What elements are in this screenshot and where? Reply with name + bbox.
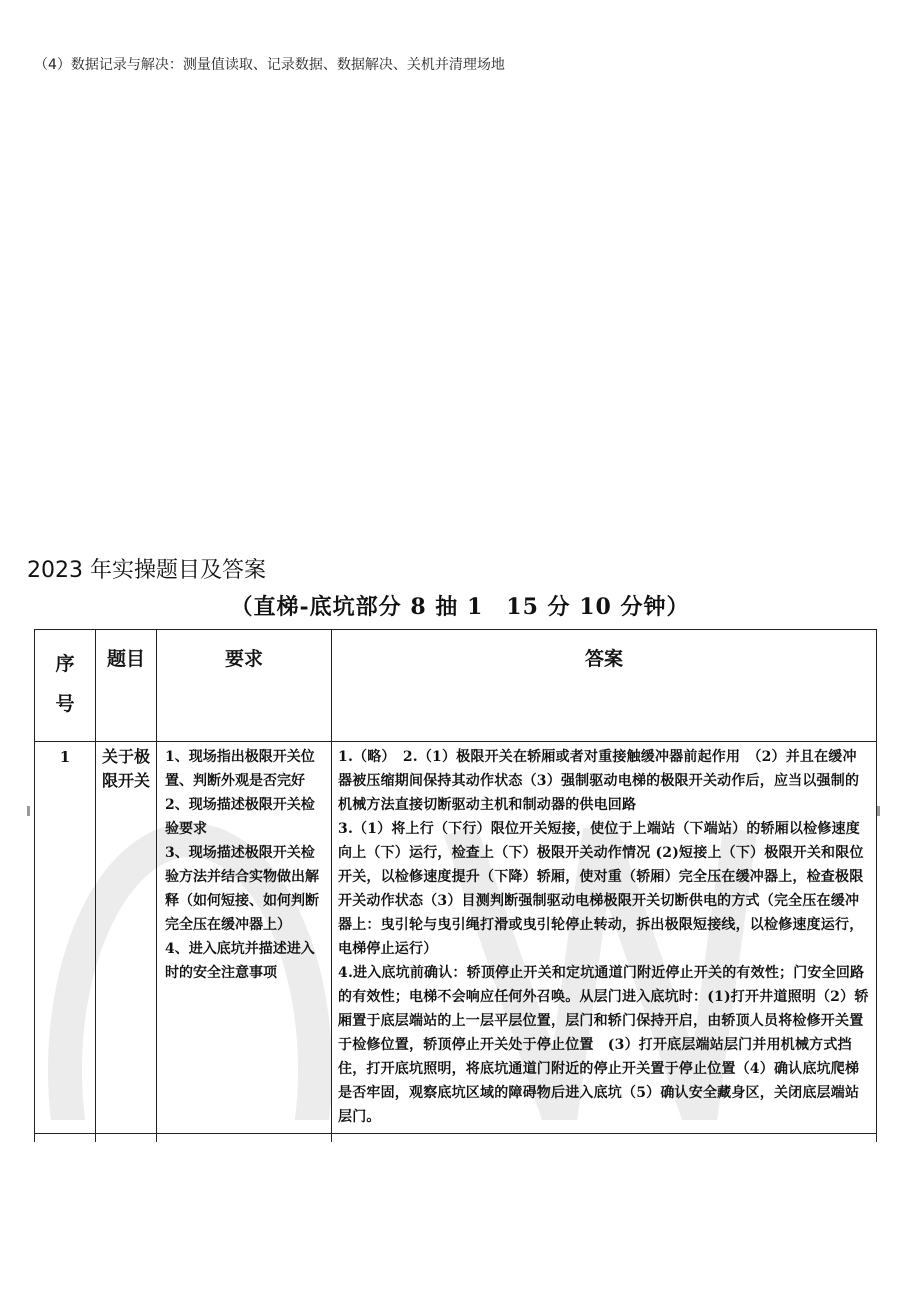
requirement-item: 1、现场指出极限开关位置、判断外观是否完好 [165,749,315,789]
cell-answers [332,742,877,1134]
header-topic: 题目 [96,630,157,742]
cell-requirements [157,742,332,1134]
requirement-item: 4、进入底坑并描述进入时的安全注意事项 [165,941,315,981]
exam-table [34,629,877,1142]
requirement-item: 3、现场描述极限开关检验方法并结合实物做出解释（如何短接、如何判断完全压在缓冲器上） [165,845,319,933]
header-answer: 答案 [332,630,877,742]
cutoff-cell [332,1134,877,1143]
sub-title: （直梯-底坑部分 8 抽 1 15 分 10 分钟） [230,594,690,620]
table-row [35,742,877,1134]
answer-item: 4.进入底坑前确认：轿顶停止开关和定坑通道门附近停止开关的有效性；门安全回路的有效性；电梯不会响应任何外召唤。从层门进入底坑时：(1)打开井道照明（2）轿厢置于底层端站的上一层平层位置，层门和轿门保持开启，由轿顶人员将检修开关置于检修位置，轿顶停止开关处于停止位置 (3）打开底层端站层门并用机械方式挡住，打开底坑照明，将底坑通道门附近的停止开关置于停止位置（4）确认底坑爬梯是否牢固，观察底坑区域的障碍物后进入底坑（5）确认安全藏身区，关闭底层端站层门。 [338,965,869,1125]
cutoff-cell [157,1134,332,1143]
table-header-row [35,630,877,742]
table-row-cutoff [35,1134,877,1143]
header-seq-line2: 号 [55,693,75,715]
header-requirement: 要求 [157,630,332,742]
cutoff-cell [96,1134,157,1143]
answer-item: 1.（略） 2.（1）极限开关在轿厢或者对重接触缓冲器前起作用 （2）并且在缓冲器被压缩期间保持其动作状态（3）强制驱动电梯的极限开关动作后，应当以强制的机械方法直接切断驱动主机和制动器的供电回路 [338,749,860,813]
cell-topic: 关于极限开关 [96,742,157,1134]
cutoff-cell [35,1134,96,1143]
cell-seq: 1 [35,742,96,1134]
answer-item: 3.（1）将上行（下行）限位开关短接，使位于上端站（下端站）的轿厢以检修速度向上（下）运行，检查上（下）极限开关动作情况 (2)短接上（下）极限开关和限位开关，以检修速度提升（下降）轿厢，使对重（轿厢）完全压在缓冲器上，检查极限开关动作状态（3）目测判断强制驱动电梯极限开关切断供电的方式（完全压在缓冲器上：曳引轮与曳引绳打滑或曳引轮停止转动，拆出极限短接线，以检修速度运行，电梯停止运行） [338,821,864,957]
requirement-item: 2、现场描述极限开关检验要求 [165,797,315,837]
crop-mark [27,806,30,816]
crop-mark [877,806,880,816]
header-seq-line1: 序 [55,653,75,675]
section-title: 2023 年实操题目及答案 [27,558,266,583]
header-seq [35,630,96,742]
intro-line: （4）数据记录与解决：测量值读取、记录数据、数据解决、关机并清理场地 [34,57,505,73]
